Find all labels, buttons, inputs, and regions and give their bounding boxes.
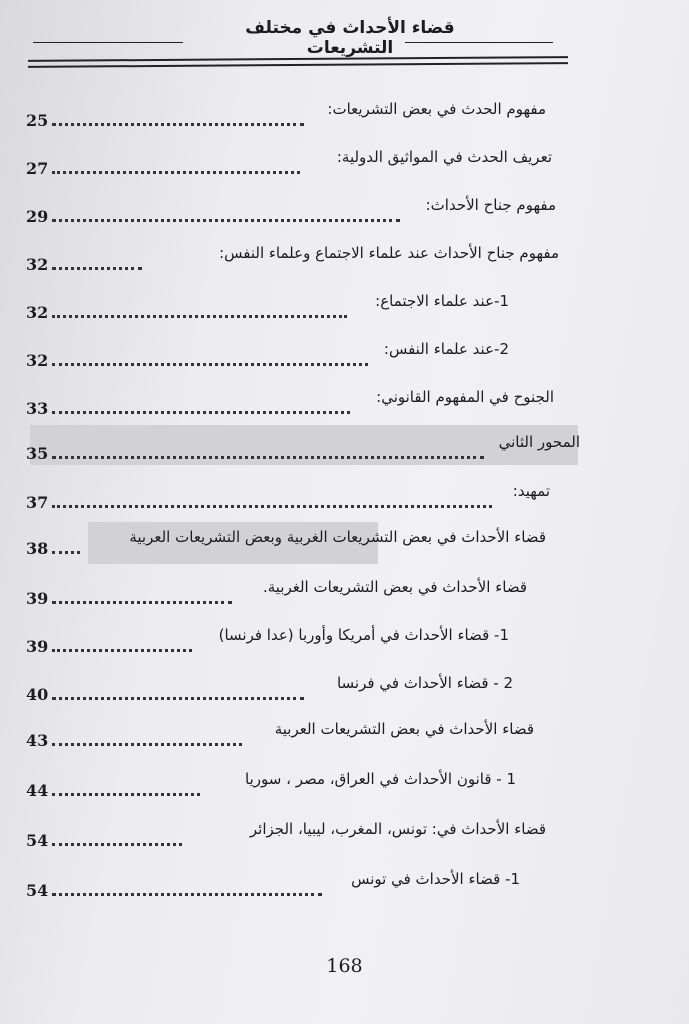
toc-entry — [26, 674, 513, 706]
toc-label: 1 - قانون الأحداث في العراق، مصر ، سوريا — [245, 770, 516, 788]
leader-dots — [52, 171, 300, 174]
toc-label: المحور الثاني — [498, 433, 580, 451]
leader-dots — [52, 411, 350, 414]
toc-page-number: 44 — [26, 781, 49, 800]
toc-entry — [26, 820, 546, 852]
toc-page-number: 29 — [26, 207, 49, 226]
toc-entry — [26, 433, 580, 465]
toc-entry — [26, 528, 546, 560]
toc-entry — [26, 340, 509, 372]
toc-label: قضاء الأحداث في بعض التشريعات الغربية. — [262, 578, 527, 596]
toc-page-number: 35 — [26, 444, 49, 463]
header-line-right — [405, 42, 553, 43]
toc-entry — [26, 720, 534, 752]
leader-dots — [52, 893, 322, 896]
toc-entry — [26, 770, 516, 802]
toc-entry — [26, 388, 554, 420]
toc-entry — [26, 578, 527, 610]
leader-dots — [52, 743, 242, 746]
toc-entry — [26, 100, 546, 132]
toc-page-number: 43 — [26, 731, 49, 750]
leader-dots — [52, 123, 304, 126]
toc-label: قضاء الأحداث في: تونس، المغرب، ليبيا، الجزائر — [249, 820, 546, 838]
leader-dots — [52, 219, 400, 222]
toc-entry — [26, 244, 559, 276]
header-line-left — [33, 42, 183, 43]
toc-page-number: 25 — [26, 111, 49, 130]
leader-dots — [52, 843, 182, 846]
toc-page-number: 32 — [26, 255, 49, 274]
toc-label: قضاء الأحداث في بعض التشريعات الغربية وبعض التشريعات العربية — [129, 528, 546, 546]
toc-label: الجنوح في المفهوم القانوني: — [376, 388, 554, 406]
toc-label: 1-عند علماء الاجتماع: — [375, 292, 509, 310]
toc-page-number: 38 — [26, 539, 49, 558]
toc-page-number: 39 — [26, 637, 49, 656]
toc-label: 1- قضاء الأحداث في تونس — [351, 870, 520, 888]
leader-dots — [52, 267, 142, 270]
leader-dots — [52, 793, 200, 796]
toc-page-number: 54 — [26, 831, 49, 850]
toc-label: تمهيد: — [512, 482, 550, 500]
toc-label: 2-عند علماء النفس: — [383, 340, 509, 358]
toc-page-number: 32 — [26, 351, 49, 370]
leader-dots — [52, 363, 368, 366]
toc-entry — [26, 148, 552, 180]
toc-page-number: 39 — [26, 589, 49, 608]
leader-dots — [52, 649, 192, 652]
toc-label: تعريف الحدث في المواثيق الدولية: — [336, 148, 552, 166]
toc-page-number: 33 — [26, 399, 49, 418]
toc-page-number: 37 — [26, 493, 49, 512]
toc-page-number: 40 — [26, 685, 49, 704]
running-header: قضاء الأحداث في مختلف التشريعات — [245, 18, 455, 58]
leader-dots — [52, 315, 347, 318]
leader-dots — [52, 697, 304, 700]
leader-dots — [52, 601, 232, 604]
leader-dots — [52, 551, 80, 554]
toc-label: 2 - قضاء الأحداث في فرنسا — [336, 674, 513, 692]
toc-entry — [26, 292, 509, 324]
toc-entry — [26, 196, 556, 228]
leader-dots — [52, 456, 484, 459]
toc-entry — [26, 626, 509, 658]
header-rule-bottom — [28, 62, 568, 68]
leader-dots — [52, 505, 492, 508]
toc-entry — [26, 870, 520, 902]
page-number: 168 — [326, 955, 363, 977]
toc-page-number: 32 — [26, 303, 49, 322]
toc-label: قضاء الأحداث في بعض التشريعات العربية — [274, 720, 534, 738]
toc-label: مفهوم جناح الأحداث: — [425, 196, 556, 214]
toc-label: مفهوم الحدث في بعض التشريعات: — [327, 100, 546, 118]
toc-label: 1- قضاء الأحداث في أمريكا وأوربا (عدا فرنسا) — [218, 626, 509, 644]
toc-label: مفهوم جناح الأحداث عند علماء الاجتماع وعلماء النفس: — [219, 244, 559, 262]
toc-page-number: 27 — [26, 159, 49, 178]
toc-page-number: 54 — [26, 881, 49, 900]
toc-entry — [26, 482, 550, 514]
